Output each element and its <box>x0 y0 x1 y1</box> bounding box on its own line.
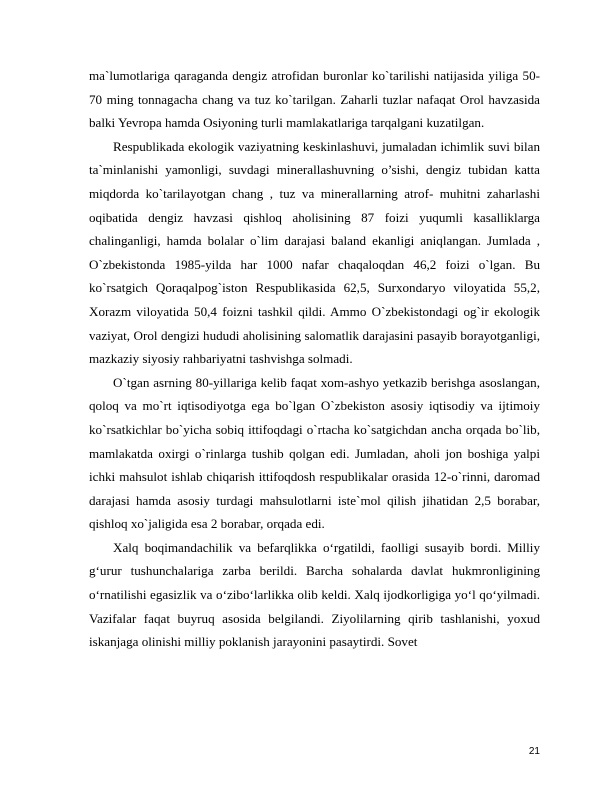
paragraph-4: Xalq boqimandachilik va befarqlikka o‘rgatildi, faolligi susayib bordi. Milliy g‘urur tushunchalariga zarba berildi. Barcha sohalarda davlat hukmronligining o‘rnatilishi egasizlik va o‘zibo‘larlikka olib keldi. Xalq ijodkorligiga yo‘l qo‘yilmadi. Vazifalar faqat buyruq asosida belgilandi. Ziyolilarning qirib tashlanishi, yoxud iskanjaga olinishi milliy poklanish jarayonini pasaytirdi. Sovet <box>89 539 540 650</box>
paragraph-2: Respublikada ekologik vaziyatning keskinlashuvi, jumaladan ichimlik suvi bilan ta`minlanishi yamonligi, suvdagi minerallashuvning o’sishi, dengiz tubidan katta miqdorda ko`tarilayotgan chang , tuz va minerallarning atrof- muhitni zaharlashi oqibatida dengiz havzasi qishloq aholisining 87 foizi yuqumli kasalliklarga chalinganligi, hamda bolalar o`lim darajasi baland ekanligi aniqlangan. Jumlada , O`zbekistonda 1985-yilda har 1000 nafar chaqaloqdan 46,2 foizi o`lgan. Bu ko`rsatgich Qoraqalpog`iston Respublikasida 62,5, Surxondaryo viloyatida 55,2, Xorazm viloyatida 50,4 foizni tashkil qildi. Ammo O`zbekistondagi og`ir ekologik vaziyat, Orol dengizi hududi aholisining salomatlik darajasini pasayib borayotganligi, mazkaziy siyosiy rahbariyatni tashvishga solmadi. <box>89 138 540 367</box>
body-text <box>89 64 540 654</box>
paragraph-3: O`tgan asrning 80-yillariga kelib faqat xom-ashyo yetkazib berishga asoslangan, qoloq va mo`rt iqtisodiyotga ega bo`lgan O`zbekiston asosiy iqtisodiy va ijtimoiy ko`rsatkichlar bo`yicha sobiq ittifoqdagi o`rtacha ko`satgichdan ancha orqada bo`lib, mamlakatda oxirgi o`rinlarga tushib qolgan edi. Jumladan, aholi jon boshiga yalpi ichki mahsulot ishlab chiqarish ittifoqdosh respublikalar orasida 12-o`rinni, daromad darajasi hamda asosiy turdagi mahsulotlarni iste`mol qilish jihatidan 2,5 borabar, qishloq xo`jaligida esa 2 borabar, orqada edi. <box>89 374 540 532</box>
page-number: 21 <box>528 746 540 757</box>
paragraph-1: ma`lumotlariga qaraganda dengiz atrofidan buronlar ko`tarilishi natijasida yiliga 50-70 ming tonnagacha chang va tuz ko`tarilgan. Zaharli tuzlar nafaqat Orol havzasida balki Yevropa hamda Osiyoning turli mamlakatlariga tarqalgani kuzatilgan. <box>89 68 540 131</box>
